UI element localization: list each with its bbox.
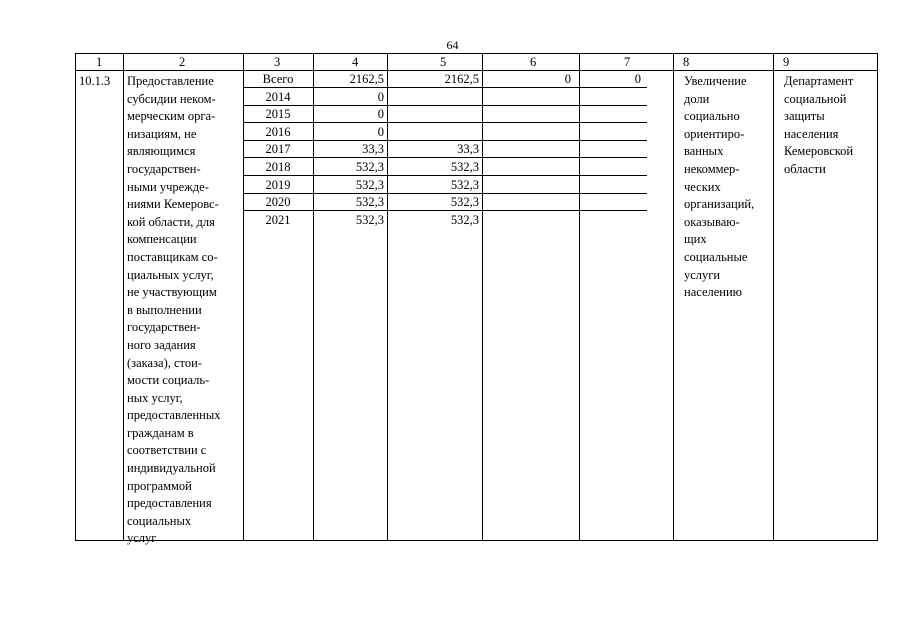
description-line: компенсации bbox=[127, 232, 197, 247]
col6-value bbox=[482, 124, 574, 141]
result-line: оказываю- bbox=[684, 214, 740, 229]
year-row bbox=[243, 124, 647, 141]
col-divider bbox=[673, 54, 674, 540]
header-col-1: 1 bbox=[96, 55, 103, 69]
header-col-3: 3 bbox=[274, 55, 281, 69]
description-line: ных услуг, bbox=[127, 390, 183, 405]
total-value: 33,3 bbox=[362, 142, 384, 157]
executor-line: социальной bbox=[784, 91, 847, 106]
year-cell: 2015 bbox=[265, 107, 291, 122]
year-cell: 2014 bbox=[265, 89, 291, 104]
description-line: поставщикам со- bbox=[127, 249, 218, 264]
description-line: в выполнении bbox=[127, 302, 202, 317]
year-cell: 2017 bbox=[265, 142, 291, 157]
total-value: 2162,5 bbox=[349, 72, 384, 86]
col6-value: 0 bbox=[564, 72, 571, 86]
header-col-6: 6 bbox=[530, 55, 537, 69]
description-line: социальных bbox=[127, 513, 192, 528]
col7-value bbox=[574, 89, 647, 106]
year-row bbox=[243, 106, 647, 123]
description-line: Предоставление bbox=[127, 74, 214, 88]
col7-value bbox=[574, 159, 647, 176]
program-table bbox=[75, 53, 878, 546]
executor-line: населения bbox=[784, 126, 839, 141]
col7-value bbox=[574, 212, 647, 229]
total-value: 0 bbox=[377, 107, 384, 122]
col6-value bbox=[482, 141, 574, 158]
result-line: щих bbox=[684, 232, 707, 247]
col6-value bbox=[482, 89, 574, 106]
col-divider bbox=[387, 54, 388, 540]
table-body-row bbox=[76, 71, 877, 546]
year-row bbox=[243, 177, 647, 194]
budget-value: 33,3 bbox=[457, 142, 479, 157]
budget-value: 532,3 bbox=[450, 177, 479, 192]
header-col-8: 8 bbox=[683, 55, 690, 69]
executor-line: Департамент bbox=[784, 74, 854, 88]
year-row bbox=[243, 71, 647, 88]
description-line: (заказа), стои- bbox=[127, 355, 202, 370]
table-header-row bbox=[76, 54, 877, 71]
total-value: 532,3 bbox=[355, 195, 384, 210]
col6-value bbox=[482, 212, 574, 229]
col-divider bbox=[579, 54, 580, 540]
description-line: ными учрежде- bbox=[127, 179, 209, 194]
year-cell: 2021 bbox=[265, 212, 291, 227]
description-line: низациям, не bbox=[127, 126, 197, 141]
total-value: 0 bbox=[377, 89, 384, 104]
header-col-9: 9 bbox=[783, 55, 790, 69]
result-line: услуги bbox=[684, 267, 721, 282]
executor-line: Кемеровской bbox=[784, 144, 854, 159]
description-line: мерческим орга- bbox=[127, 109, 216, 124]
budget-value: 2162,5 bbox=[444, 72, 479, 86]
result-line: Увеличение bbox=[684, 74, 747, 88]
col6-value bbox=[482, 106, 574, 123]
executor-line: области bbox=[784, 161, 826, 176]
col-divider bbox=[243, 54, 244, 540]
description-line: соответствии с bbox=[127, 443, 207, 458]
page-number: 64 bbox=[446, 38, 459, 52]
row-code: 10.1.3 bbox=[79, 74, 111, 88]
result-line: ориентиро- bbox=[684, 126, 745, 141]
budget-value bbox=[387, 124, 482, 141]
header-col-4: 4 bbox=[352, 55, 359, 69]
year-cell: 2016 bbox=[265, 124, 291, 139]
executor-line: защиты bbox=[784, 109, 825, 124]
responsible-executor bbox=[784, 73, 853, 179]
result-line: социально bbox=[684, 109, 740, 124]
col6-value bbox=[482, 177, 574, 194]
description-line: мости социаль- bbox=[127, 373, 210, 388]
result-line: ческих bbox=[684, 179, 721, 194]
col7-value bbox=[574, 194, 647, 211]
col6-value bbox=[482, 194, 574, 211]
description-line: предоставления bbox=[127, 496, 212, 511]
header-col-2: 2 bbox=[179, 55, 186, 69]
budget-value bbox=[387, 106, 482, 123]
col7-value bbox=[574, 106, 647, 123]
description-line: государствен- bbox=[127, 320, 201, 335]
col7-value bbox=[574, 141, 647, 158]
expected-result bbox=[684, 73, 754, 302]
col6-value bbox=[482, 159, 574, 176]
year-cell: Всего bbox=[262, 72, 294, 86]
budget-value: 532,3 bbox=[450, 195, 479, 210]
year-row bbox=[243, 194, 647, 211]
description-line: услуг bbox=[127, 531, 157, 546]
total-value: 0 bbox=[377, 124, 384, 139]
year-row bbox=[243, 159, 647, 176]
year-cell: 2019 bbox=[265, 177, 291, 192]
result-line: социальные bbox=[684, 249, 748, 264]
measure-description bbox=[127, 73, 221, 548]
year-row bbox=[243, 89, 647, 106]
description-line: не участвующим bbox=[127, 285, 217, 300]
year-cell: 2020 bbox=[265, 195, 291, 210]
description-line: индивидуальной bbox=[127, 461, 216, 476]
description-line: государствен- bbox=[127, 161, 201, 176]
header-col-5: 5 bbox=[440, 55, 447, 69]
col-divider bbox=[123, 54, 124, 540]
description-line: ного задания bbox=[127, 337, 196, 352]
col-divider bbox=[313, 54, 314, 540]
total-value: 532,3 bbox=[355, 160, 384, 174]
result-line: ванных bbox=[684, 144, 724, 159]
description-line: предоставленных bbox=[127, 408, 221, 423]
year-row bbox=[243, 141, 647, 158]
total-value: 532,3 bbox=[355, 177, 384, 192]
year-row bbox=[243, 212, 647, 229]
col7-value bbox=[574, 124, 647, 141]
col-divider bbox=[773, 54, 774, 540]
description-line: являющимся bbox=[127, 144, 196, 159]
result-line: некоммер- bbox=[684, 161, 740, 176]
budget-value: 532,3 bbox=[450, 160, 479, 174]
budget-value bbox=[387, 89, 482, 106]
description-line: циальных услуг, bbox=[127, 267, 214, 282]
year-cell: 2018 bbox=[265, 160, 291, 174]
description-line: кой области, для bbox=[127, 214, 215, 229]
description-line: программой bbox=[127, 478, 192, 493]
header-col-7: 7 bbox=[624, 55, 631, 69]
total-value: 532,3 bbox=[355, 212, 384, 227]
description-line: гражданам в bbox=[127, 425, 194, 440]
result-line: организаций, bbox=[684, 197, 755, 212]
description-line: ниями Кемеровс- bbox=[127, 197, 219, 212]
result-line: населению bbox=[684, 285, 742, 300]
description-line: субсидии неком- bbox=[127, 91, 216, 106]
col-divider bbox=[482, 54, 483, 540]
col7-value bbox=[574, 177, 647, 194]
budget-value: 532,3 bbox=[450, 212, 479, 227]
result-line: доли bbox=[684, 91, 710, 106]
col7-value: 0 bbox=[634, 72, 641, 86]
